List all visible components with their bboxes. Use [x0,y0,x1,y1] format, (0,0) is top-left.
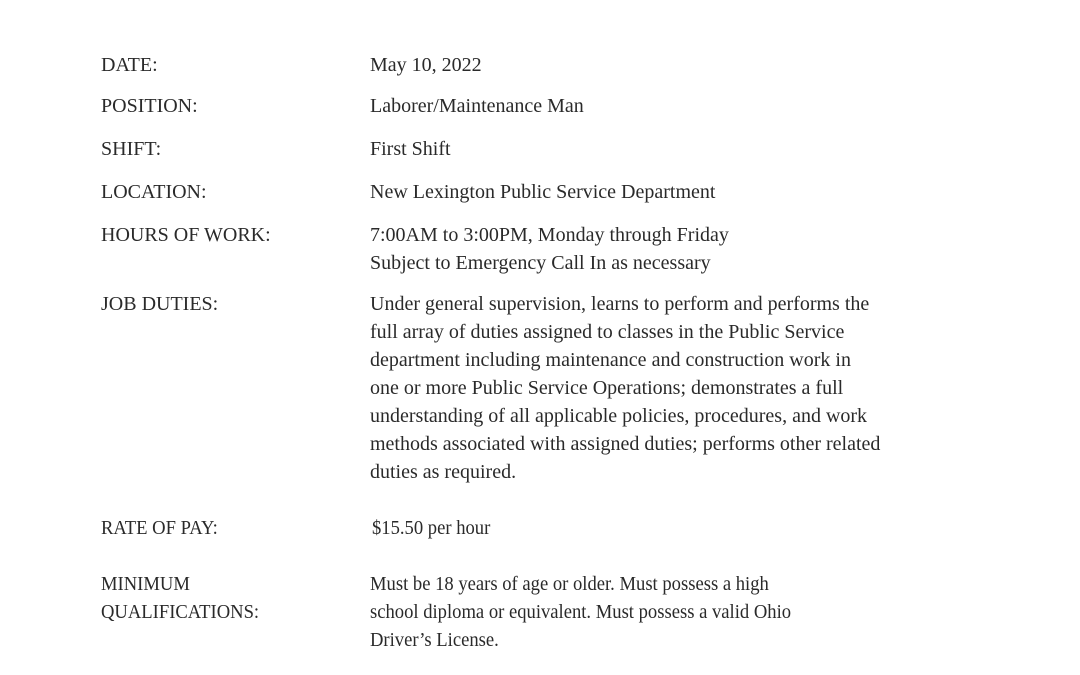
field-value: Must be 18 years of age or older. Must possess a high school diploma or equivalent. Must possess a valid Ohio Driver’s License. [370,573,792,651]
field-label: LOCATION: [101,181,207,203]
field-value: First Shift [370,138,451,160]
field-value: Laborer/Maintenance Man [370,95,584,117]
field-label: DATE: [101,54,158,76]
field-label: SHIFT: [101,138,162,160]
field-value: Under general supervision, learns to perform and performs the full array of duties assigned to classes in the Public Service department including maintenance and construction work in one or more Public Service Operations; demonstrates a full understanding of all applicable policies, procedures, and work methods associated with assigned duties; performs other related duties as required. [370,293,881,483]
field-label: HOURS OF WORK: [101,224,271,246]
field-value: 7:00AM to 3:00PM, Monday through Friday Subject to Emergency Call In as necessary [370,224,729,274]
field-label: POSITION: [101,95,198,117]
field-label: RATE OF PAY: [101,517,218,539]
field-value: $15.50 per hour [372,517,491,539]
field-label: JOB DUTIES: [101,293,219,315]
field-label: MINIMUM QUALIFICATIONS: [101,573,260,623]
field-value: May 10, 2022 [370,54,482,76]
field-value: New Lexington Public Service Department [370,181,716,203]
